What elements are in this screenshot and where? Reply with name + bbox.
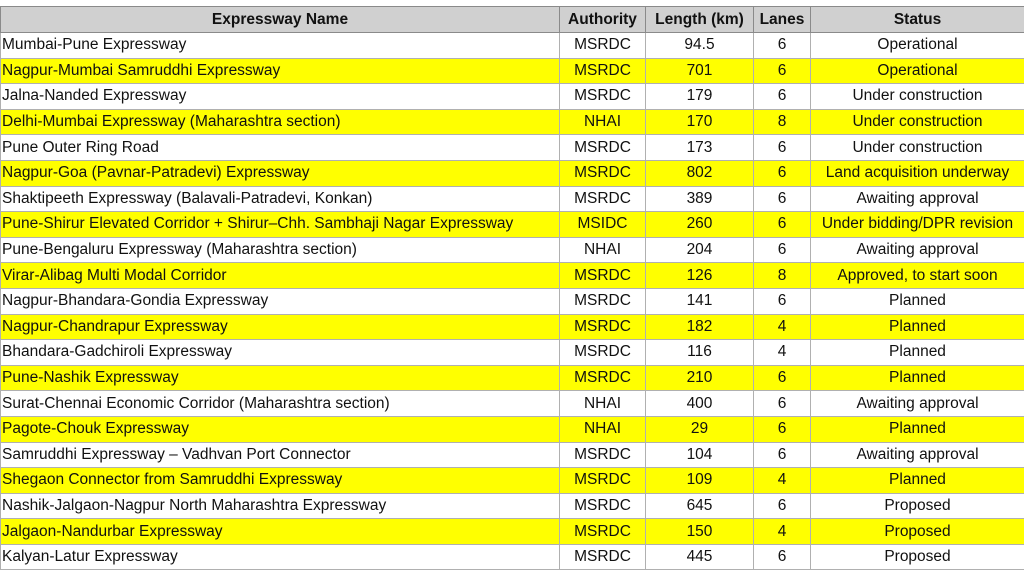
- cell-status: Awaiting approval: [811, 391, 1024, 417]
- cell-lanes: 4: [754, 340, 811, 366]
- cell-status: Awaiting approval: [811, 186, 1024, 212]
- cell-status: Land acquisition underway: [811, 160, 1024, 186]
- cell-authority: MSRDC: [560, 519, 646, 545]
- header-lanes: Lanes: [754, 7, 811, 33]
- cell-expressway-name: Pune-Shirur Elevated Corridor + Shirur–Chh. Sambhaji Nagar Expressway: [1, 212, 560, 238]
- cell-length-km: 109: [646, 468, 754, 494]
- cell-length-km: 126: [646, 263, 754, 289]
- table-row: [1, 212, 1024, 238]
- cell-lanes: 6: [754, 416, 811, 442]
- table-row: [1, 416, 1024, 442]
- cell-lanes: 6: [754, 84, 811, 110]
- cell-length-km: 150: [646, 519, 754, 545]
- cell-expressway-name: Bhandara-Gadchiroli Expressway: [1, 340, 560, 366]
- cell-status: Planned: [811, 365, 1024, 391]
- cell-status: Planned: [811, 468, 1024, 494]
- table-row: [1, 160, 1024, 186]
- cell-lanes: 4: [754, 519, 811, 545]
- header-row: [1, 7, 1024, 33]
- table-row: [1, 493, 1024, 519]
- cell-status: Under construction: [811, 135, 1024, 161]
- table-row: [1, 186, 1024, 212]
- cell-authority: NHAI: [560, 237, 646, 263]
- cell-length-km: 210: [646, 365, 754, 391]
- cell-expressway-name: Virar-Alibag Multi Modal Corridor: [1, 263, 560, 289]
- table-row: [1, 263, 1024, 289]
- cell-lanes: 8: [754, 263, 811, 289]
- table-row: [1, 135, 1024, 161]
- cell-expressway-name: Delhi-Mumbai Expressway (Maharashtra section): [1, 109, 560, 135]
- cell-authority: MSRDC: [560, 186, 646, 212]
- table-row: [1, 340, 1024, 366]
- cell-authority: NHAI: [560, 109, 646, 135]
- cell-length-km: 179: [646, 84, 754, 110]
- cell-status: Approved, to start soon: [811, 263, 1024, 289]
- table-row: [1, 519, 1024, 545]
- cell-length-km: 182: [646, 314, 754, 340]
- cell-authority: MSRDC: [560, 365, 646, 391]
- cell-lanes: 4: [754, 468, 811, 494]
- header-status: Status: [811, 7, 1024, 33]
- cell-status: Awaiting approval: [811, 237, 1024, 263]
- cell-lanes: 6: [754, 365, 811, 391]
- cell-lanes: 6: [754, 237, 811, 263]
- cell-authority: MSRDC: [560, 58, 646, 84]
- cell-expressway-name: Shaktipeeth Expressway (Balavali-Patradevi, Konkan): [1, 186, 560, 212]
- cell-expressway-name: Samruddhi Expressway – Vadhvan Port Connector: [1, 442, 560, 468]
- cell-lanes: 6: [754, 33, 811, 59]
- cell-expressway-name: Surat-Chennai Economic Corridor (Maharashtra section): [1, 391, 560, 417]
- cell-status: Under construction: [811, 84, 1024, 110]
- cell-expressway-name: Jalgaon-Nandurbar Expressway: [1, 519, 560, 545]
- cell-length-km: 645: [646, 493, 754, 519]
- cell-expressway-name: Pagote-Chouk Expressway: [1, 416, 560, 442]
- cell-authority: MSRDC: [560, 340, 646, 366]
- expressway-table: [0, 6, 1024, 570]
- table-row: [1, 33, 1024, 59]
- cell-length-km: 104: [646, 442, 754, 468]
- header-expressway-name: Expressway Name: [1, 7, 560, 33]
- cell-lanes: 6: [754, 160, 811, 186]
- header-authority: Authority: [560, 7, 646, 33]
- cell-status: Operational: [811, 33, 1024, 59]
- cell-length-km: 141: [646, 288, 754, 314]
- cell-lanes: 6: [754, 544, 811, 570]
- cell-expressway-name: Jalna-Nanded Expressway: [1, 84, 560, 110]
- cell-expressway-name: Nashik-Jalgaon-Nagpur North Maharashtra Expressway: [1, 493, 560, 519]
- cell-expressway-name: Nagpur-Chandrapur Expressway: [1, 314, 560, 340]
- cell-status: Proposed: [811, 544, 1024, 570]
- expressway-table-container: [0, 6, 1024, 570]
- cell-lanes: 6: [754, 212, 811, 238]
- cell-length-km: 260: [646, 212, 754, 238]
- cell-status: Under bidding/DPR revision: [811, 212, 1024, 238]
- table-row: [1, 58, 1024, 84]
- cell-status: Awaiting approval: [811, 442, 1024, 468]
- cell-status: Operational: [811, 58, 1024, 84]
- cell-length-km: 701: [646, 58, 754, 84]
- cell-expressway-name: Pune-Nashik Expressway: [1, 365, 560, 391]
- cell-lanes: 6: [754, 58, 811, 84]
- cell-lanes: 6: [754, 493, 811, 519]
- cell-status: Proposed: [811, 519, 1024, 545]
- cell-length-km: 802: [646, 160, 754, 186]
- table-row: [1, 109, 1024, 135]
- cell-authority: MSRDC: [560, 314, 646, 340]
- header-length: Length (km): [646, 7, 754, 33]
- cell-status: Planned: [811, 314, 1024, 340]
- table-row: [1, 365, 1024, 391]
- cell-authority: MSRDC: [560, 160, 646, 186]
- cell-length-km: 94.5: [646, 33, 754, 59]
- cell-lanes: 6: [754, 186, 811, 212]
- cell-lanes: 6: [754, 442, 811, 468]
- cell-authority: NHAI: [560, 391, 646, 417]
- cell-authority: MSRDC: [560, 544, 646, 570]
- cell-expressway-name: Pune-Bengaluru Expressway (Maharashtra section): [1, 237, 560, 263]
- cell-lanes: 6: [754, 135, 811, 161]
- cell-authority: NHAI: [560, 416, 646, 442]
- cell-authority: MSRDC: [560, 442, 646, 468]
- cell-authority: MSRDC: [560, 493, 646, 519]
- cell-status: Proposed: [811, 493, 1024, 519]
- cell-status: Planned: [811, 288, 1024, 314]
- cell-lanes: 4: [754, 314, 811, 340]
- table-row: [1, 314, 1024, 340]
- cell-lanes: 8: [754, 109, 811, 135]
- cell-expressway-name: Nagpur-Mumbai Samruddhi Expressway: [1, 58, 560, 84]
- cell-expressway-name: Kalyan-Latur Expressway: [1, 544, 560, 570]
- cell-expressway-name: Shegaon Connector from Samruddhi Expressway: [1, 468, 560, 494]
- cell-authority: MSRDC: [560, 84, 646, 110]
- cell-authority: MSRDC: [560, 263, 646, 289]
- cell-length-km: 400: [646, 391, 754, 417]
- table-row: [1, 391, 1024, 417]
- table-body: [1, 33, 1024, 570]
- cell-authority: MSRDC: [560, 135, 646, 161]
- cell-status: Planned: [811, 340, 1024, 366]
- cell-status: Planned: [811, 416, 1024, 442]
- cell-status: Under construction: [811, 109, 1024, 135]
- cell-lanes: 6: [754, 288, 811, 314]
- table-row: [1, 237, 1024, 263]
- cell-authority: MSRDC: [560, 288, 646, 314]
- cell-expressway-name: Pune Outer Ring Road: [1, 135, 560, 161]
- table-row: [1, 544, 1024, 570]
- cell-length-km: 173: [646, 135, 754, 161]
- cell-authority: MSIDC: [560, 212, 646, 238]
- cell-length-km: 204: [646, 237, 754, 263]
- cell-authority: MSRDC: [560, 468, 646, 494]
- cell-expressway-name: Nagpur-Goa (Pavnar-Patradevi) Expressway: [1, 160, 560, 186]
- table-row: [1, 442, 1024, 468]
- cell-lanes: 6: [754, 391, 811, 417]
- table-row: [1, 468, 1024, 494]
- cell-length-km: 116: [646, 340, 754, 366]
- cell-length-km: 170: [646, 109, 754, 135]
- cell-expressway-name: Nagpur-Bhandara-Gondia Expressway: [1, 288, 560, 314]
- cell-length-km: 29: [646, 416, 754, 442]
- cell-expressway-name: Mumbai-Pune Expressway: [1, 33, 560, 59]
- cell-length-km: 445: [646, 544, 754, 570]
- table-row: [1, 84, 1024, 110]
- cell-length-km: 389: [646, 186, 754, 212]
- cell-authority: MSRDC: [560, 33, 646, 59]
- table-row: [1, 288, 1024, 314]
